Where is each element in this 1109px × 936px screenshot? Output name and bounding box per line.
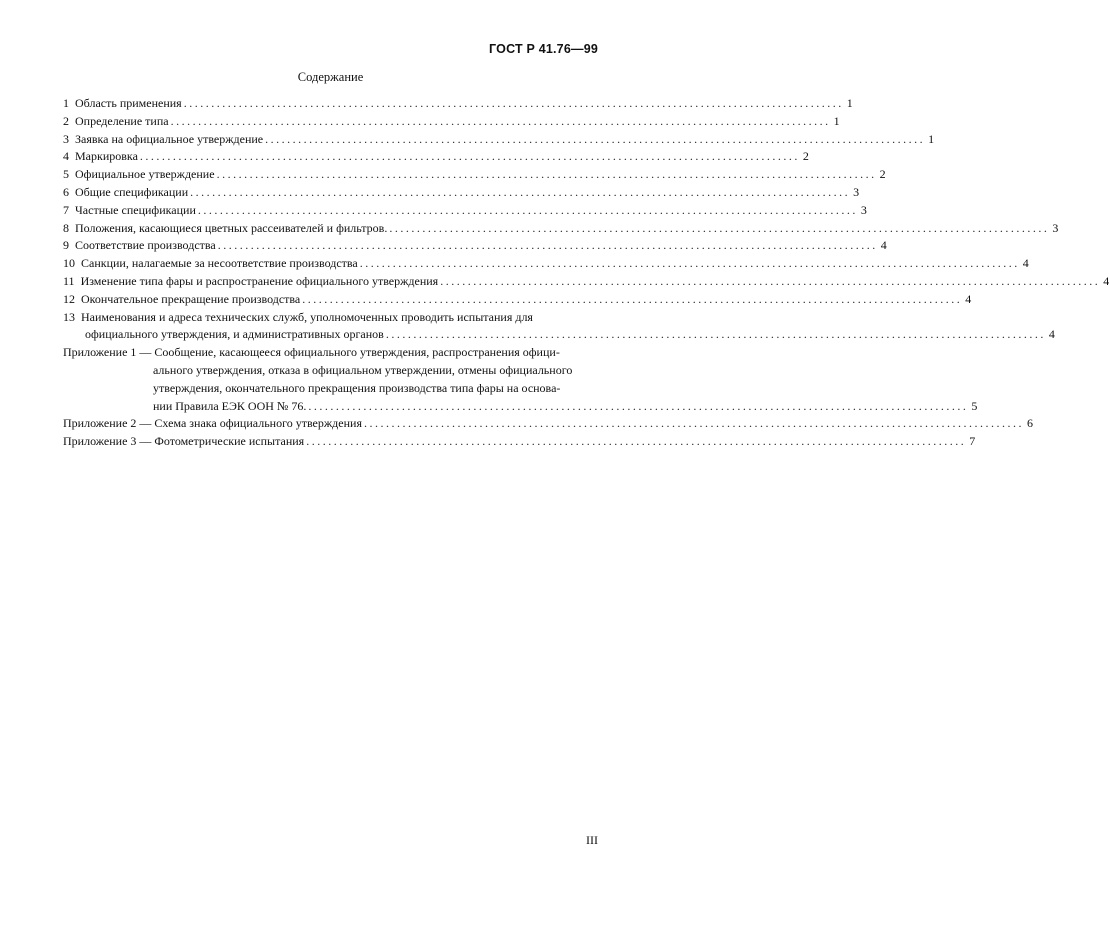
toc-entry-page: 2 [802,149,809,164]
toc-entry-title: Наименования и адреса технических служб, уполномоченных проводить испытания для [81,309,533,324]
toc-entry-page: 4 [965,291,972,306]
toc-entry-title: Официальное утверждение [75,167,215,182]
annex-label: Приложение 1 — [63,345,155,360]
toc-entry-number: 10 [63,256,75,271]
toc-entry[interactable] [63,95,853,113]
toc-entry[interactable] [63,273,1109,291]
toc-entry[interactable] [63,148,809,166]
dot-leader: ........................................................................................................................ [306,434,967,449]
toc-entry[interactable] [63,113,840,131]
toc-annex-1-line4 [63,398,978,416]
toc-entry-number: 7 [63,202,69,217]
toc-annex-3[interactable] [63,433,976,451]
toc-entry-number: 6 [63,184,69,199]
toc-entry-title: Область применения [75,96,182,110]
toc-entry[interactable] [63,184,860,202]
toc-entry[interactable] [63,202,867,220]
toc-entry-page: 4 [880,238,887,253]
toc-entry-page: 7 [969,434,976,449]
dot-leader: ........................................................................................................................ [363,416,1024,431]
annex-title: Схема знака официального утверждения [154,416,362,431]
toc-entry-number: 13 [63,309,75,324]
toc-entry-page: 6 [1026,416,1033,431]
dot-leader: ........................................................................................................................ [217,238,878,253]
toc-entry-page: 1 [833,113,840,128]
dot-leader: ........................................................................................................................ [197,202,858,217]
toc-entry-number: 1 [63,96,69,110]
toc-entry[interactable] [63,291,972,309]
toc-entry-number: 4 [63,149,69,164]
toc-entry-title-cont: официального утверждения, и административных органов [85,327,384,342]
toc-entry-title: Изменение типа фары и распространение официального утверждения [80,273,439,288]
toc-entry-page: 5 [971,398,978,413]
toc-entry-page: 4 [1103,273,1109,288]
toc-entry[interactable] [63,131,935,149]
annex-label: Приложение 2 — [63,416,155,431]
table-of-contents [63,95,1109,451]
toc-entry-page: 4 [1022,256,1029,271]
toc-entry-number: 3 [63,131,69,146]
document-code: ГОСТ Р 41.76—99 [489,42,598,56]
annex-title: Сообщение, касающееся официального утверждения, распространения офици- [154,345,560,360]
toc-entry-13-line1 [63,309,600,327]
annex-title-cont: нии Правила ЕЭК ООН № 76. [153,398,307,413]
toc-annex-1[interactable] [63,344,978,415]
dot-leader: ........................................................................................................................ [170,113,831,128]
annex-label: Приложение 3 — [63,434,155,449]
annex-title: Фотометрические испытания [154,434,305,449]
toc-entry-page: 4 [1048,327,1055,342]
toc-entry-page: 1 [846,96,853,110]
dot-leader: ........................................................................................................................ [385,327,1046,342]
toc-entry-title: Окончательное прекращение производства [81,291,301,306]
toc-entry-title: Заявка на официальное утверждение [75,131,264,146]
dot-leader: ........................................................................................................................ [139,149,800,164]
dot-leader: ........................................................................................................................ [190,184,851,199]
toc-entry-13[interactable] [63,309,1055,345]
toc-entry-title: Определение типа [75,113,169,128]
dot-leader: ........................................................................................................................ [440,273,1101,288]
toc-entry-number: 9 [63,238,69,253]
toc-entry-title: Маркировка [75,149,138,164]
dot-leader: ........................................................................................................................ [183,96,844,110]
toc-entry-number: 12 [63,291,75,306]
toc-entry[interactable] [63,255,1029,273]
toc-annex-1-line2: ального утверждения, отказа в официальном утверждении, отмены официального [153,362,573,377]
toc-entry[interactable] [63,237,887,255]
toc-entry-page: 2 [879,167,886,182]
toc-entry-title: Положения, касающиеся цветных рассеивателей и фильтров. [75,220,388,235]
dot-leader: ........................................................................................................................ [389,220,1050,235]
toc-entry-13-line2 [63,326,1055,344]
toc-entry-title: Частные спецификации [75,202,196,217]
toc-entry-page: 3 [1052,220,1059,235]
toc-entry-number: 8 [63,220,69,235]
toc-entry-title: Санкции, налагаемые за несоответствие производства [81,256,358,271]
toc-entry-number: 11 [63,273,75,288]
toc-entry-number: 5 [63,167,69,182]
toc-title: Содержание [297,70,364,84]
toc-entry-page: 3 [860,202,867,217]
dot-leader: ........................................................................................................................ [216,167,877,182]
dot-leader: ........................................................................................................................ [308,398,969,413]
toc-annex-2[interactable] [63,415,1033,433]
dot-leader: ........................................................................................................................ [359,256,1020,271]
toc-entry-title: Общие спецификации [75,184,189,199]
toc-entry[interactable] [63,220,1059,238]
dot-leader: ........................................................................................................................ [265,131,926,146]
toc-entry-title: Соответствие производства [75,238,216,253]
toc-entry-page: 1 [928,131,935,146]
toc-entry[interactable] [63,166,886,184]
page-number: III [586,833,598,847]
toc-entry-page: 3 [853,184,860,199]
toc-entry-number: 2 [63,113,69,128]
dot-leader: ........................................................................................................................ [302,291,963,306]
toc-annex-1-line1 [63,344,600,362]
toc-annex-1-line3: утверждения, окончательного прекращения производства типа фары на основа- [153,380,561,395]
